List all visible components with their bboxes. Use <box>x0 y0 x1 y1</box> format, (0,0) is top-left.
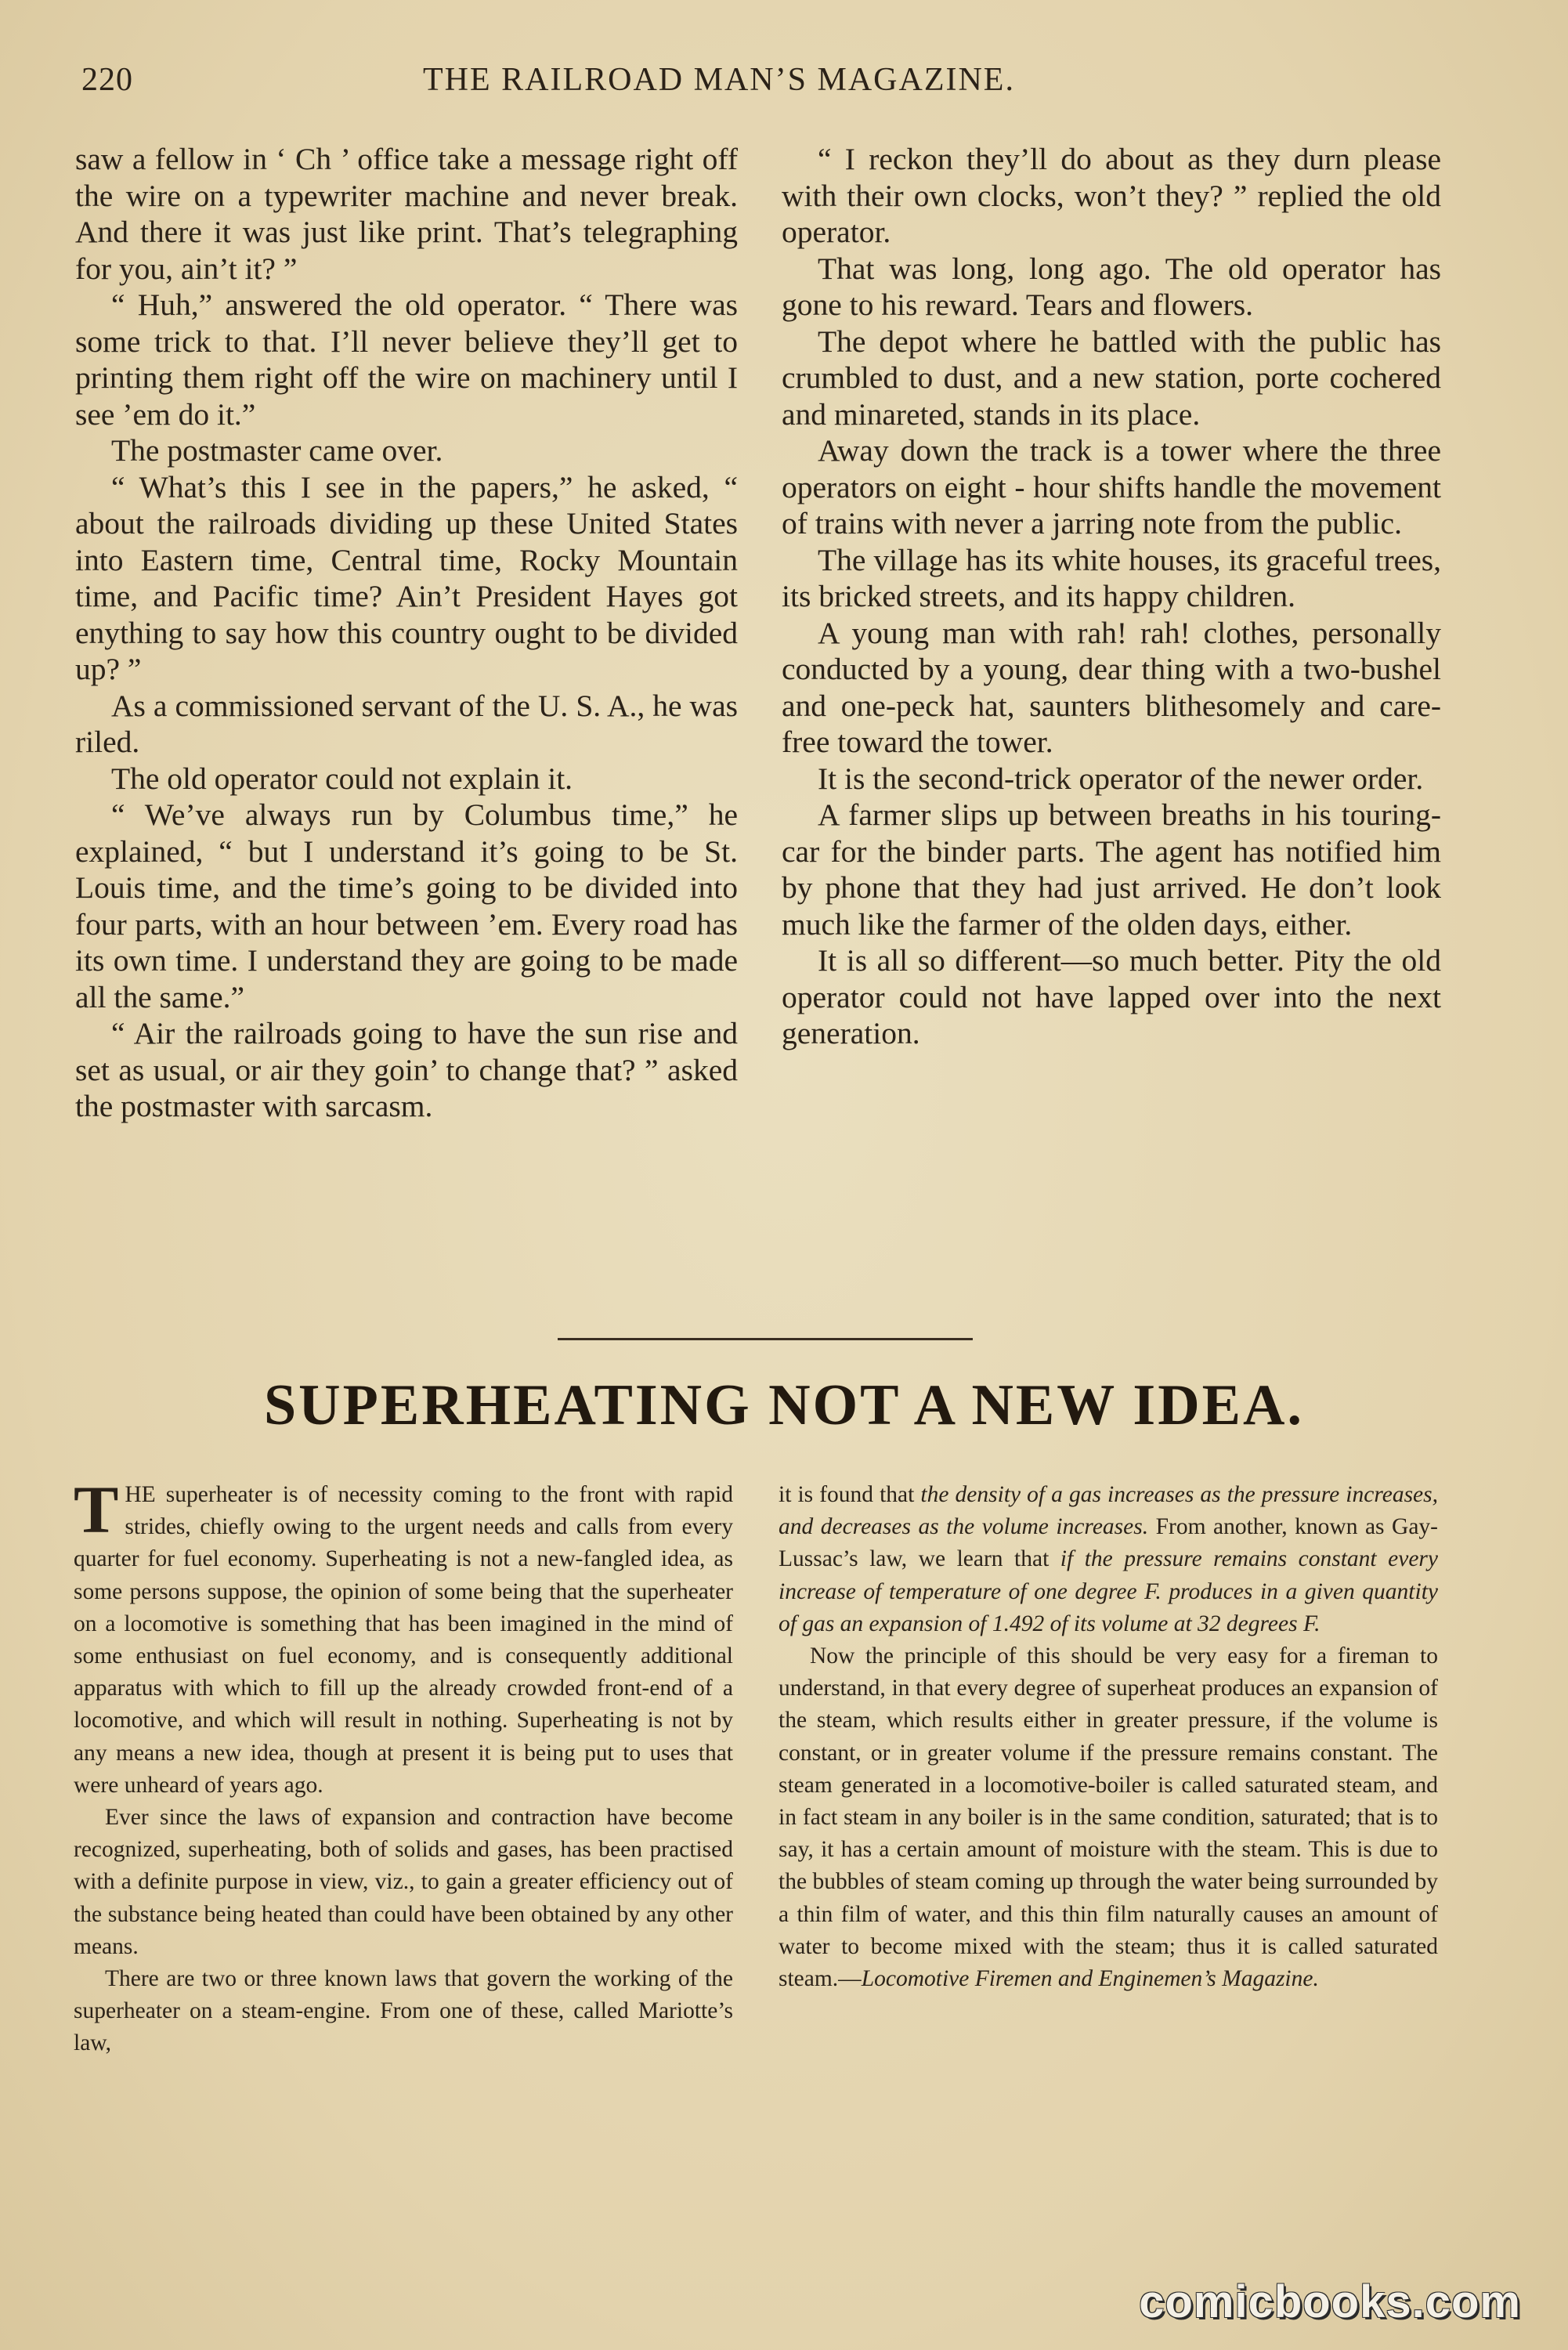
story-column-left <box>75 141 738 1125</box>
page-number: 220 <box>81 62 133 98</box>
paragraph: That was long, long ago. The old operator has gone to his reward. Tears and flowers. <box>782 251 1441 322</box>
paragraph: As a commissioned servant of the U. S. A., he was riled. <box>75 688 738 759</box>
paragraph: “ What’s this I see in the papers,” he asked, “ about the railroads dividing up these United States into Eastern time, Central time, Rocky Mountain time, and Pacific time? Ain’t President Hayes got enything to say how this country ought to be divided up? ” <box>75 469 738 686</box>
paragraph: “ I reckon they’ll do about as they durn please with their own clocks, won’t they? ” replied the old operator. <box>782 142 1441 249</box>
paragraph: The village has its white houses, its graceful trees, its bricked streets, and its happy children. <box>782 542 1441 613</box>
paragraph: “ Air the railroads going to have the sun rise and set as usual, or air they goin’ to change that? ” asked the postmaster with sarcasm. <box>75 1016 738 1123</box>
paragraph: “ Huh,” answered the old operator. “ There was some trick to that. I’ll never believe they’ll get to printing them right off the wire on machinery until I see ’em do it.” <box>75 287 738 432</box>
paragraph: The postmaster came over. <box>111 433 443 468</box>
article-title: SUPERHEATING NOT A NEW IDEA. <box>264 1373 1304 1437</box>
paragraph: The old operator could not explain it. <box>111 761 573 796</box>
story-column-right <box>782 141 1441 1052</box>
paragraph <box>779 1640 1438 1995</box>
paragraph-text: HE superheater is of necessity coming to the front with rapid strides, chiefly owing to the urgent needs and calls from every quarter for fuel economy. Superheating is not a new-fangled idea, as some persons suppose, the opinion of some being that the superheater on a locomotive is something that has been imagined in the mind of some enthusiast on fuel economy, and is consequently additional apparatus with which to fill up the already crowded front-end of a locomotive, and which will result in nothing. Superheating is not by any means a new idea, though at present it is being put to uses that were unheard of years ago. <box>74 1482 733 1798</box>
law-statement: the density of a gas increases as the pressure increases, and decreases as the volume increases. <box>779 1482 1438 1540</box>
paragraph <box>74 1472 733 1802</box>
running-head: THE RAILROAD MAN’S MAGAZINE. <box>423 62 1015 98</box>
article-column-right <box>779 1479 1438 1995</box>
article-column-left <box>74 1472 733 2060</box>
paragraph-text: Now the principle of this should be very easy for a fireman to understand, in that every degree of superheat produces an expansion of the steam, which results either in greater pressure, if the volume is constant, or in greater volume if the pressure remains constant. The steam generated in a locomotive-boiler is called saturated steam, and in fact steam in any boiler is in the same condition, saturated; that is to say, it has a certain amount of moisture with the steam. This is due to the bubbles of steam coming up through the water being surrounded by a thin film of water, and this thin film naturally causes an amount of water to become mixed with the steam; thus it is called saturated steam.— <box>779 1643 1438 1992</box>
law-statement: if the pressure remains constant every increase of temperature of one degree F. produces in a given quantity of gas an expansion of 1.492 of its volume at 32 degrees F. <box>779 1546 1438 1636</box>
paragraph: The depot where he battled with the public has crumbled to dust, and a new station, porte cochered and minareted, stands in its place. <box>782 324 1441 432</box>
page-header <box>0 61 1568 108</box>
watermark: comicbooks.com <box>1139 2276 1521 2327</box>
source-credit: Locomotive Firemen and Enginemen’s Magazine. <box>861 1966 1319 1992</box>
paragraph: A young man with rah! rah! clothes, personally conducted by a young, dear thing with a two-bushel and one-peck hat, saunters blithesomely and care-free toward the tower. <box>782 615 1441 759</box>
paragraph <box>779 1479 1438 1640</box>
section-divider <box>558 1338 973 1340</box>
paragraph: Ever since the laws of expansion and contraction have become recognized, superheating, both of solids and gases, has been practised with a definite purpose in view, viz., to gain a greater efficiency out of the substance being heated than could have been obtained by any other means. <box>74 1805 733 1959</box>
paragraph: It is the second-trick operator of the newer order. <box>818 761 1424 796</box>
paragraph: saw a fellow in ‘ Ch ’ office take a message right off the wire on a typewriter machine and never break. And there it was just like print. That’s telegraphing for you, ain’t it? ” <box>75 142 738 286</box>
drop-cap: T <box>74 1472 119 1547</box>
paragraph: There are two or three known laws that govern the working of the superheater on a steam-engine. From one of these, called Mariotte’s law, <box>74 1966 733 2056</box>
paragraph: A farmer slips up between breaths in his touring-car for the binder parts. The agent has notified him by phone that they had just arrived. He don’t look much like the farmer of the olden days, either. <box>782 797 1441 942</box>
paragraph-text: it is found that <box>779 1482 921 1507</box>
paragraph: “ We’ve always run by Columbus time,” he explained, “ but I understand it’s going to be St. Louis time, and the time’s going to be divided into four parts, with an hour between ’em. Every road has its own time. I understand they are going to be made all the same.” <box>75 797 738 1014</box>
paragraph-text: From another, known as Gay-Lussac’s law, we learn that <box>779 1514 1438 1572</box>
paragraph: Away down the track is a tower where the three operators on eight - hour shifts handle the movement of trains with never a jarring note from the public. <box>782 433 1441 540</box>
paragraph: It is all so different—so much better. Pity the old operator could not have lapped over into the next generation. <box>782 943 1441 1050</box>
